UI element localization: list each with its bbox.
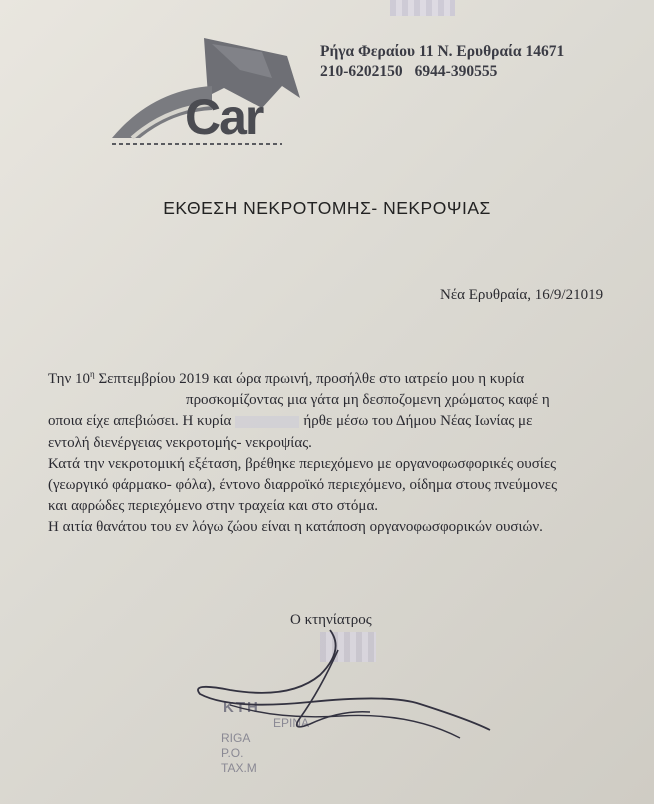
redaction-mark — [390, 0, 455, 16]
stamp-line: RIGA — [221, 731, 251, 745]
body-line — [48, 364, 618, 390]
text-segment: ήρθε μέσω του Δήμου Νέας Ιωνίας με — [303, 413, 533, 430]
stamp-line: ΚΤΗ — [223, 699, 260, 716]
body-line — [48, 517, 618, 538]
stamp-line: TAX.M — [221, 761, 257, 775]
text-segment: Κατά την νεκροτομική εξέταση, βρέθηκε περιεχόμενο με οργανοφωσφορικές ουσίες — [48, 455, 557, 472]
ordinal-superscript: η — [89, 369, 95, 379]
document-title: ΕΚΘΕΣΗ ΝΕΚΡΟΤΟΜΗΣ- ΝΕΚΡΟΨΙΑΣ — [163, 198, 491, 218]
text-segment: προσκομίζοντας μια γάτα μη δεσποζομενη χρώματος καφέ η — [186, 392, 550, 409]
report-body — [48, 364, 618, 539]
body-line — [48, 433, 618, 454]
text-segment: οποια είχε απεβιώσει. Η κυρία — [48, 413, 232, 430]
stamp-line: ΕΡΙΝΑ — [273, 716, 310, 730]
text-segment: και αφρώδες περιεχόμενο στην τραχεία και στο στόμα. — [48, 498, 379, 515]
handwritten-signature — [170, 620, 510, 770]
logo-wordmark: Car — [185, 89, 263, 145]
text-segment: εντολή διενέργειας νεκροτομής- νεκροψίας. — [48, 434, 312, 451]
signer-title: Ο κτηνίατρος — [290, 612, 372, 628]
phone-mobile: 6944-390555 — [414, 63, 498, 80]
body-line — [48, 475, 618, 496]
text-segment: Η αιτία θανάτου του εν λόγω ζώου είναι η κατάποση οργανοφωσφορικών ουσιών. — [48, 519, 543, 536]
text-segment: Την 10 — [48, 371, 90, 387]
body-line — [48, 411, 618, 432]
text-segment: (γεωργικό φάρμακο- φόλα), έντονο διαρροϊκό περιεχόμενο, οίδημα στους πνεύμονες — [48, 477, 558, 494]
text-segment: Σεπτεμβρίου 2019 και ώρα πρωινή, προσήλθε στο ιατρείο μου η κυρία — [94, 371, 525, 387]
clinic-contact — [320, 42, 564, 82]
body-line — [48, 390, 618, 411]
phone-landline: 210-6202150 — [320, 63, 403, 80]
redacted-name — [235, 416, 299, 428]
body-line — [48, 496, 618, 517]
stamp-line: P.O. — [221, 746, 244, 760]
body-line — [48, 454, 618, 475]
place-date: Νέα Ερυθραία, 16/9/21019 — [440, 287, 604, 303]
clinic-address: Ρήγα Φεραίου 11 Ν. Ερυθραία 14671 — [320, 43, 565, 60]
clinic-phones — [320, 62, 564, 82]
